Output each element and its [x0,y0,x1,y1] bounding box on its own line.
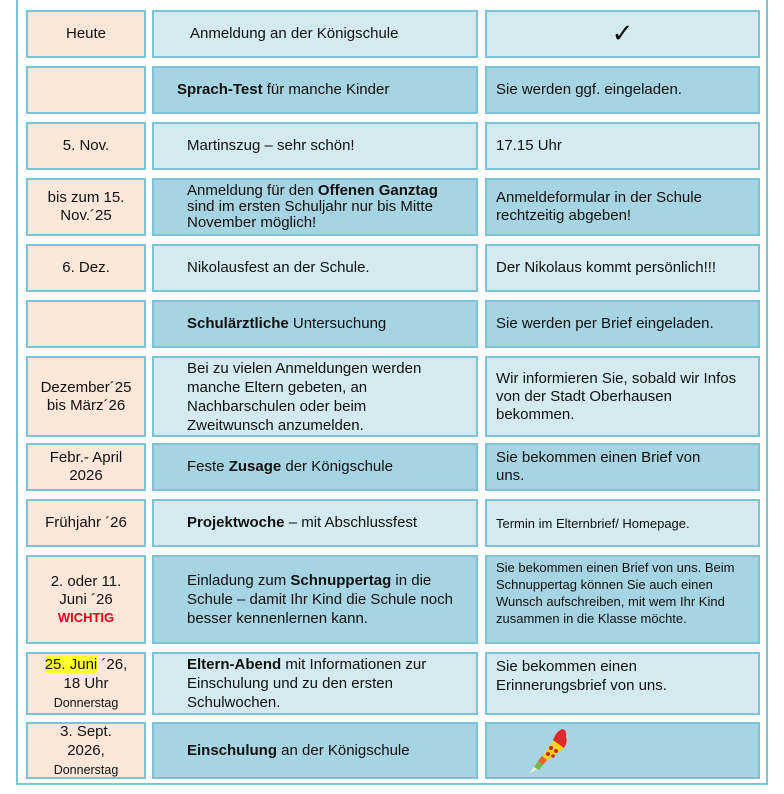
event-rest: der Königschule [281,458,393,475]
date-line: Dezember´25 [40,378,132,396]
event-rest: mit Informationen zur Einschulung und zu den ersten Schulwochen. [187,656,427,711]
date-cell [26,178,146,236]
event-cell [152,244,478,292]
event-text [187,742,410,760]
event-bold: Schnuppertag [290,572,392,589]
date-line: Nov.´25 [60,207,112,224]
date-cell [26,443,146,491]
note-text: Sie werden ggf. eingeladen. [496,81,682,98]
cone-dot [551,754,555,758]
note-text: Wir informieren Sie, sobald wir Infos von der Stadt Oberhausen bekommen. [496,369,737,423]
date-line: Juni ´26 [59,590,113,608]
event-rest: – mit Abschlussfest [284,514,418,531]
note-cell [485,443,760,491]
date-line: 18 Uhr [63,675,109,692]
event-cell [152,555,478,644]
event-cell [152,722,478,779]
note-cell [485,66,760,114]
date-cell [26,300,146,348]
cone-dot [549,746,553,750]
event-text: Martinszug – sehr schön! [187,137,355,154]
event-bold: Offenen Ganztag [317,182,438,199]
note-cell [485,555,760,644]
date-line: ´26, [97,656,128,673]
event-pre: Feste [187,458,229,475]
date-cell [26,555,146,644]
note-text: Sie bekommen einen Erinnerungsbrief von uns. [496,658,667,694]
checkmark-icon: ✓ [611,19,634,49]
event-cell [152,178,478,236]
event-cell [152,10,478,58]
event-bold: Projektwoche [187,514,285,531]
date-cell [26,244,146,292]
event-rest: an der Königschule [277,741,410,759]
date-line: bis zum 15. [47,189,125,206]
event-text [177,81,389,99]
event-text [187,183,468,231]
school-cone-icon [526,726,570,776]
date-highlight: 25. Juni [44,656,98,673]
note-cell [485,652,760,715]
event-rest: sind im ersten Schuljahr nur bis Mitte November möglich! [187,198,433,231]
event-bold: Sprach-Test [177,81,263,98]
note-text: Sie bekommen einen Brief von uns. [496,449,701,484]
event-text [187,514,417,532]
event-bold: Schulärztliche [187,315,289,332]
date-cell [26,499,146,547]
date-cell [26,652,146,715]
event-bold: Zusage [228,458,282,475]
event-text: Bei zu vielen Anmeldungen werden manche Eltern gebeten, an Nachbarschulen oder beim Zweitwunsch anzumelden. [187,359,422,434]
note-text: Sie bekommen einen Brief von uns. Beim Schnuppertag können Sie auch einen Wunsch aufschreiben, mit wem Ihr Kind zusammen in die Klasse möchte. [496,560,735,626]
event-text [187,315,386,333]
event-text [187,458,393,476]
date-line: 2026 [69,467,103,484]
date-text [48,189,125,225]
event-pre: Anmeldung für den [187,182,318,199]
event-pre: Einladung zum [187,572,291,589]
date-line: bis März´26 [46,396,126,414]
date-line: 2026, [67,742,105,759]
event-text [187,571,466,628]
date-cell [26,10,146,58]
important-flag: WICHTIG [57,609,115,625]
date-text: 5. Nov. [62,137,110,154]
date-line: 3. Sept. [60,723,112,740]
cone-dot [554,749,558,753]
event-text: Anmeldung an der Königschule [190,25,399,42]
date-cell [26,722,146,779]
date-text: 6. Dez. [62,259,110,276]
event-bold: Eltern-Abend [187,656,282,673]
note-text: Der Nikolaus kommt persönlich!!! [496,259,717,276]
date-cell [26,66,146,114]
weekday: Donnerstag [53,696,119,710]
note-cell [485,122,760,170]
event-rest: in die Schule – damit Ihr Kind die Schule noch besser kennenlernen kann. [187,572,453,627]
date-text [45,655,128,712]
date-line: Febr.- April [49,449,123,466]
note-cell [485,244,760,292]
event-text [187,655,462,712]
note-cell [485,10,760,58]
event-bold: Einschulung [187,741,277,759]
note-cell [485,356,760,437]
note-text: 17.15 Uhr [496,137,562,154]
cone-dot [546,752,550,756]
date-line: 2. oder 11. [50,572,122,590]
date-text [54,722,119,779]
event-cell [152,66,478,114]
event-rest: Untersuchung [288,315,387,332]
note-text: Termin im Elternbrief/ Homepage. [496,515,690,531]
date-cell [26,122,146,170]
event-cell [152,122,478,170]
event-cell [152,300,478,348]
event-cell [152,443,478,491]
date-text: Frühjahr ´26 [45,514,127,531]
date-text [51,573,122,627]
date-text [50,449,123,485]
event-rest: für manche Kinder [262,81,390,98]
date-cell [26,356,146,437]
note-cell [485,300,760,348]
date-text: Heute [65,25,107,42]
note-text: Sie werden per Brief eingeladen. [496,315,714,332]
weekday: Donnerstag [53,763,119,777]
note-cell [485,499,760,547]
date-text [41,379,132,415]
event-cell [152,356,478,437]
note-text: Anmeldeformular in der Schule rechtzeitig abgeben! [496,189,702,224]
note-cell [485,178,760,236]
event-cell [152,499,478,547]
event-cell [152,652,478,715]
event-text: Nikolausfest an der Schule. [187,259,370,276]
